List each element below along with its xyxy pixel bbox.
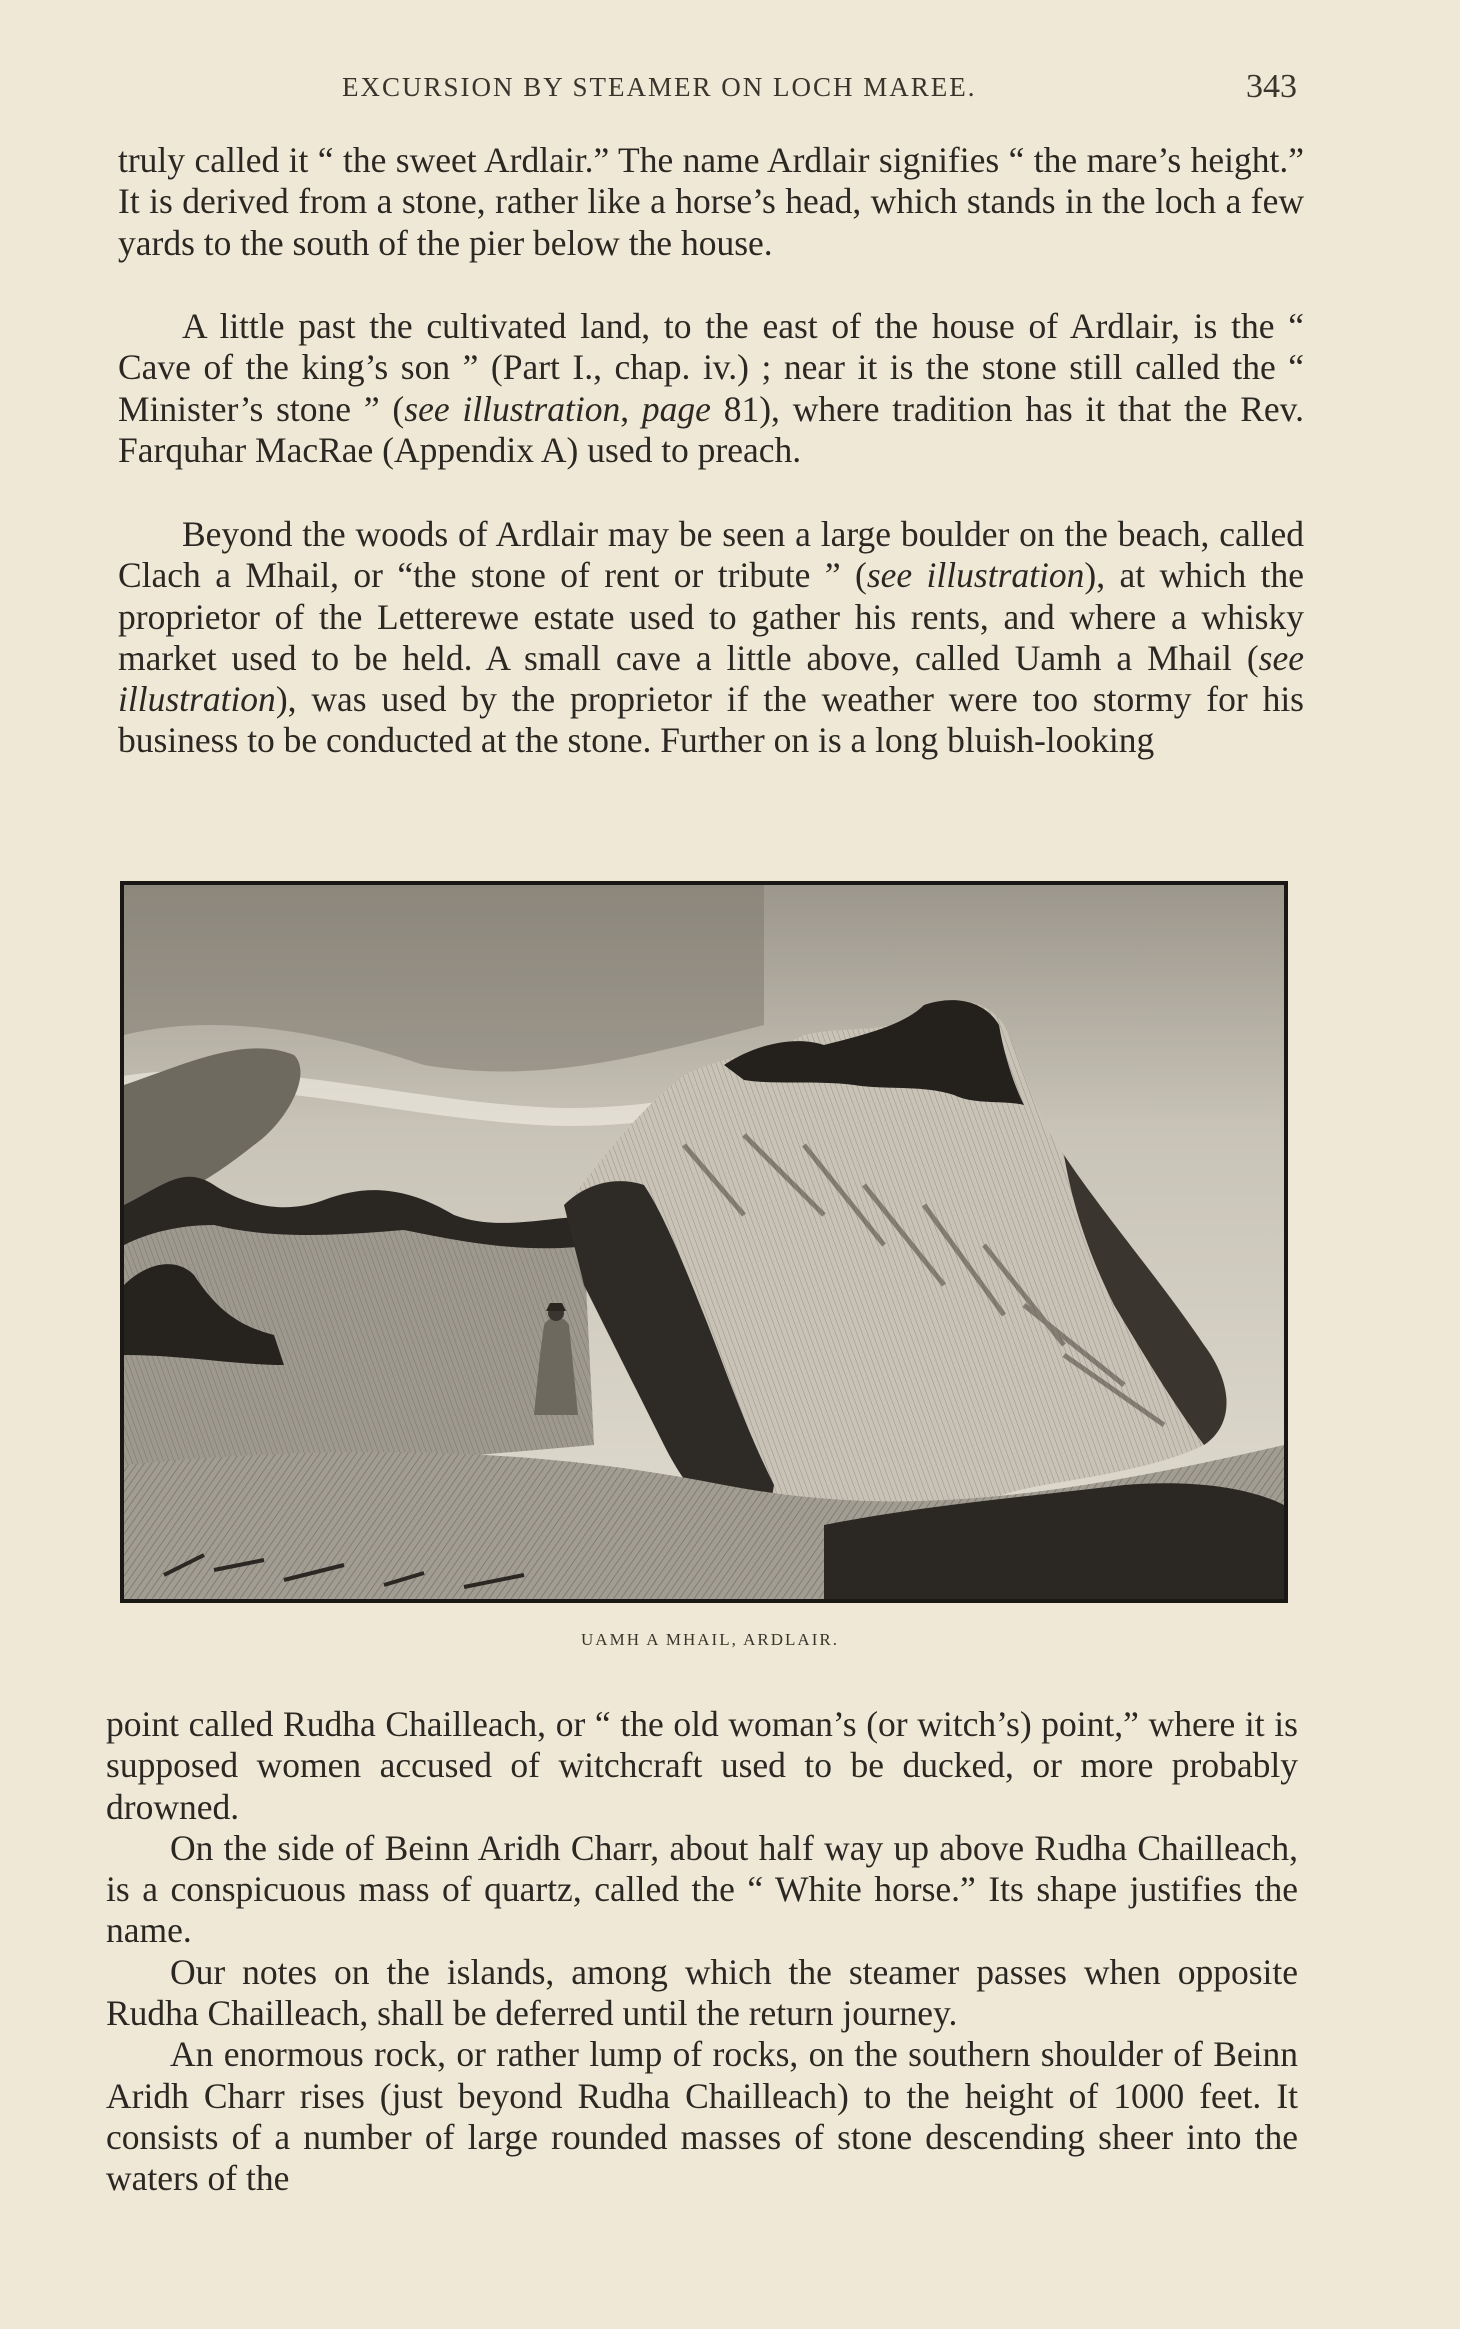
- paragraph-clach-a-mhail: [118, 514, 1304, 762]
- engraving-drawing: [124, 885, 1284, 1599]
- page-number: 343: [1246, 68, 1297, 105]
- text-run: 81), where tradition has it that the Rev. Farquhar MacRae (Appendix A) used to preach.: [118, 388, 1305, 470]
- page-header: [0, 64, 1460, 114]
- running-head: EXCURSION BY STEAMER ON LOCH MAREE.: [342, 72, 977, 102]
- text-run: ), at which the proprietor of the Letterewe estate used to gather his rents, and where a whisky market used to be held. A small cave a little above, called Uamh a Mhail (: [118, 555, 1305, 678]
- paragraph-white-horse: On the side of Beinn Aridh Charr, about half way up above Rudha Chailleach, is a conspicuous mass of quartz, called the “ White horse.” Its shape justifies the name.: [106, 1827, 1298, 1951]
- text-run: ), was used by the proprietor if the weather were too stormy for his business to be conducted at the stone. Further on is a long bluish-looking: [118, 679, 1304, 761]
- text-run: Beyond the woods of Ardlair may be seen a large boulder on the beach, called Clach a Mhail, or “the stone of rent or tribute ” (: [118, 514, 1304, 596]
- figure-caption: UAMH A MHAIL, ARDLAIR.: [581, 1630, 839, 1649]
- text-run: A little past the cultivated land, to the east of the house of Ardlair, is the “ Cave of the king’s son ” (Part I., chap. iv.) ; near it is the stone still called the “ Minister’s stone ” (: [118, 306, 1304, 429]
- paragraph-ardlair-name: truly called it “ the sweet Ardlair.” The name Ardlair signifies “ the mare’s height.” It is derived from a stone, rather like a horse’s head, which stands in the loch a few yards to the south of the pier below the house.: [118, 140, 1304, 263]
- paragraph-rudha-chailleach: point called Rudha Chailleach, or “ the old woman’s (or witch’s) point,” where it is supposed women accused of witchcraft used to be ducked, or more probably drowned.: [106, 1704, 1298, 1827]
- italic-see-illustration: see illustration: [404, 388, 621, 429]
- italic-see-illustration: see illustration: [866, 555, 1085, 596]
- engraving-uamh-a-mhail: [120, 881, 1288, 1603]
- paragraph-islands-notes: Our notes on the islands, among which the steamer passes when opposite Rudha Chailleach, shall be deferred until the return journey.: [106, 1951, 1298, 2034]
- italic-see-illustration: see illustration: [118, 637, 1304, 720]
- text-run: ,: [620, 388, 642, 429]
- lower-text-block: [106, 1704, 1298, 2200]
- paragraph-cave-kings-son: [118, 306, 1304, 471]
- paragraph-enormous-rock: An enormous rock, or rather lump of rocks, on the southern shoulder of Beinn Aridh Charr rises (just beyond Rudha Chailleach) to the height of 1000 feet. It consists of a number of large rounded masses of stone descending sheer into the waters of the: [106, 2034, 1298, 2199]
- italic-page: page: [641, 388, 711, 429]
